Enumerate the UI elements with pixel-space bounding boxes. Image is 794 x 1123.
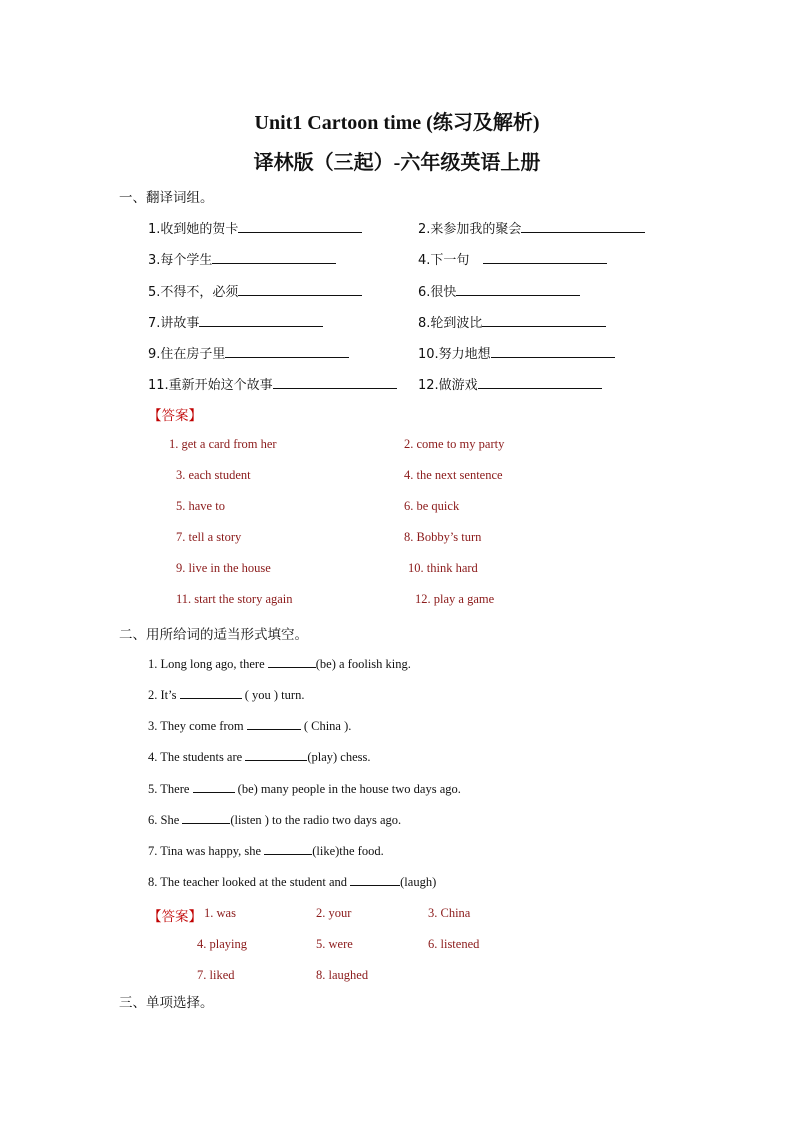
fill-question: 1. Long long ago, there (be) a foolish king. [148,657,411,671]
answer-item: 2. come to my party [404,437,505,451]
section-1-heading: 一、翻译词组。 [119,190,214,206]
phrase-item: 1.收到她的贺卡 [148,218,362,237]
phrase-item: 11.重新开始这个故事 [148,374,397,393]
answer-item: 7. liked [197,968,235,982]
fill-question: 6. She (listen ) to the radio two days ago. [148,813,402,827]
answer-item: 11. start the story again [176,592,293,606]
answer-item: 6. listened [428,937,480,951]
answer-item: 1. get a card from her [169,437,277,451]
fill-question: 3. They come from ( China ). [148,719,352,733]
phrase-item: 7.讲故事 [148,312,323,331]
section-3-heading: 三、单项选择。 [119,995,214,1011]
answer-item: 5. have to [176,499,225,513]
answer-item: 2. your [316,906,352,920]
answer-item: 9. live in the house [176,561,271,575]
answer-item: 5. were [316,937,353,951]
answer-item: 4. playing [197,937,247,951]
answer-label: 【答案】 [148,408,202,424]
section-2-heading: 二、用所给词的适当形式填空。 [119,627,308,643]
answer-item: 6. be quick [404,499,460,513]
answer-item: 8. laughed [316,968,369,982]
fill-question: 7. Tina was happy, she (like)the food. [148,844,384,858]
answer-item: 12. play a game [415,592,495,606]
answer-item: 4. the next sentence [404,468,503,482]
fill-question: 2. It’s ( you ) turn. [148,688,305,702]
phrase-item: 8.轮到波比 [418,312,606,331]
answer-item: 1. was [204,906,236,920]
page-subtitle: 译林版（三起）-六年级英语上册 [253,152,541,174]
phrase-item: 10.努力地想 [418,343,615,362]
phrase-item: 3.每个学生 [148,249,336,268]
answer-item: 3. China [428,906,471,920]
answer-item: 10. think hard [408,561,478,575]
phrase-item: 12.做游戏 [418,374,602,393]
fill-question: 5. There (be) many people in the house two days ago. [148,782,461,796]
answer-item: 7. tell a story [176,530,242,544]
phrase-item: 5.不得不，必须 [148,281,362,300]
fill-question: 8. The teacher looked at the student and (laugh) [148,875,437,889]
phrase-item: 2.来参加我的聚会 [418,218,645,237]
phrase-item: 6.很快 [418,281,580,300]
phrase-item: 9.住在房子里 [148,343,349,362]
page-title: Unit1 Cartoon time (练习及解析) [254,112,540,134]
answer-item: 8. Bobby’s turn [404,530,482,544]
fill-question: 4. The students are (play) chess. [148,750,371,764]
answer-label: 【答案】 [148,909,202,925]
answer-item: 3. each student [176,468,251,482]
phrase-item: 4.下一句 [418,249,607,268]
